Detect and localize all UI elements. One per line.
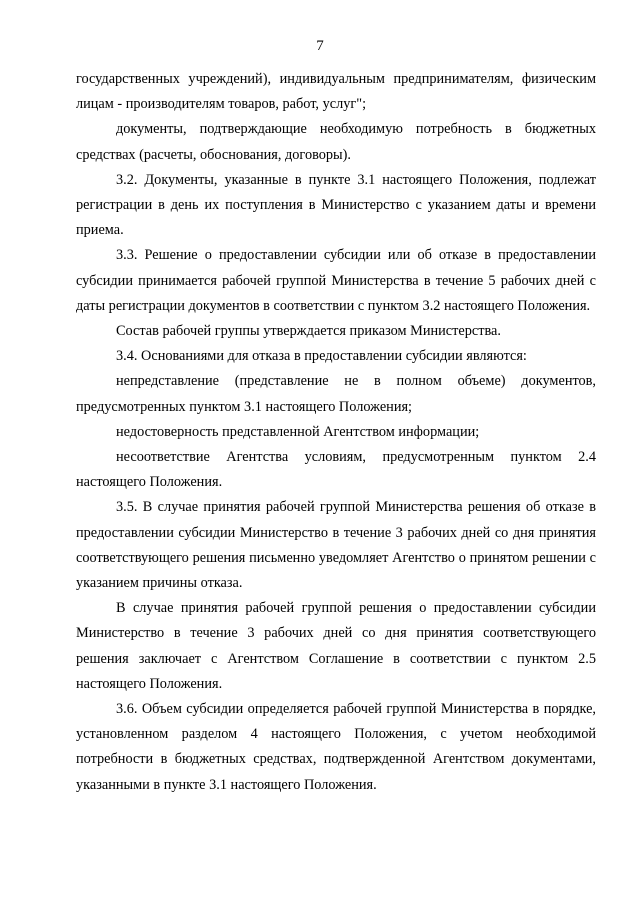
paragraph-inaccuracy: недостоверность представленной Агентством информации; bbox=[116, 423, 480, 440]
paragraph-non-compliance: несоответствие Агентства условиям, предусмотренным пунктом 2.4 настоящего Положения. bbox=[76, 449, 596, 491]
document-body bbox=[76, 67, 596, 798]
paragraph-documents-need: документы, подтверждающие необходимую потребность в бюджетных средствах (расчеты, обоснования, договоры). bbox=[76, 121, 596, 163]
paragraph-non-submission: непредставление (представление не в полном объеме) документов, предусмотренных пунктом 3.1 настоящего Положения; bbox=[76, 373, 596, 415]
paragraph-agreement: В случае принятия рабочей группой решения о предоставлении субсидии Министерство в течение 3 рабочих дней со дня принятия соответствующего решения заключает с Агентством Соглашение в соответствии с пунктом 2.5 настоящего Положения. bbox=[76, 600, 596, 692]
paragraph-3-6: 3.6. Объем субсидии определяется рабочей группой Министерства в порядке, установленном разделом 4 настоящего Положения, с учетом необходимой потребности в бюджетных средствах, подтвержденной Агентством документами, указанными в пункте 3.1 настоящего Положения. bbox=[76, 701, 596, 793]
paragraph-continuation: государственных учреждений), индивидуальным предпринимателям, физическим лицам - производителям товаров, работ, услуг"; bbox=[76, 71, 596, 113]
paragraph-3-4: 3.4. Основаниями для отказа в предоставлении субсидии являются: bbox=[116, 348, 527, 365]
paragraph-working-group: Состав рабочей группы утверждается приказом Министерства. bbox=[116, 323, 501, 340]
page-number: 7 bbox=[316, 38, 324, 54]
paragraph-3-5: 3.5. В случае принятия рабочей группой Министерства решения об отказе в предоставлении субсидии Министерство в течение 3 рабочих дней со дня принятия соответствующего решения письменно уведомляет Агентство о принятом решении с указанием причины отказа. bbox=[76, 499, 596, 592]
paragraph-3-3: 3.3. Решение о предоставлении субсидии или об отказе в предоставлении субсидии принимается рабочей группой Министерства в течение 5 рабочих дней с даты регистрации документов в соответствии с пунктом 3.2 настоящего Положения. bbox=[76, 247, 596, 314]
paragraph-3-2: 3.2. Документы, указанные в пункте 3.1 настоящего Положения, подлежат регистрации в день их поступления в Министерство с указанием даты и времени приема. bbox=[76, 171, 596, 239]
